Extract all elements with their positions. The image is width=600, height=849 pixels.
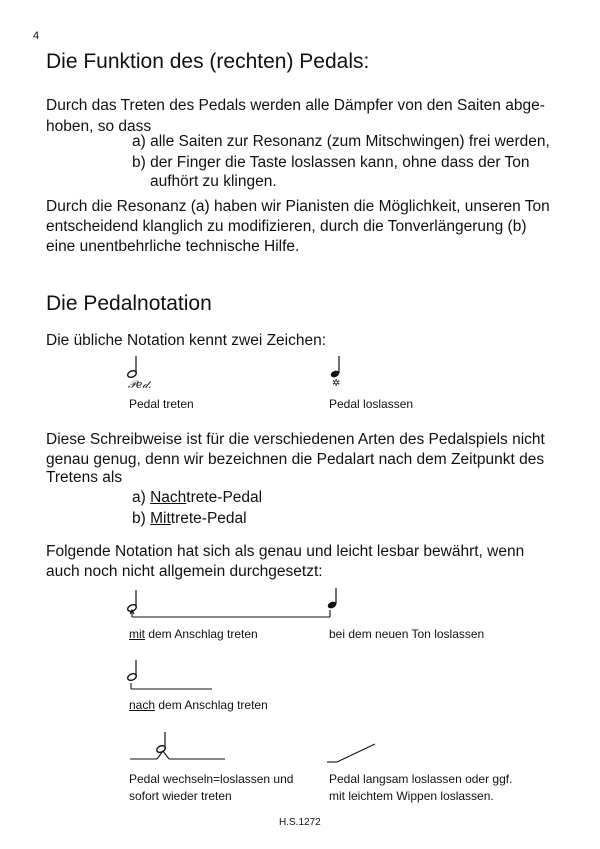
label-mit-anschlag: [129, 627, 258, 641]
list-item-b-line-2: aufhört zu klingen.: [150, 173, 277, 190]
footer-catalog-number: H.S.1272: [279, 817, 321, 828]
release-star-icon: ✲: [332, 378, 341, 389]
label-nach-rest: dem Anschlag treten: [155, 698, 268, 712]
label-mit-underlined: mit: [129, 627, 145, 641]
nach-pedal-diagram: [120, 660, 230, 696]
mit-pedal-diagram: [120, 588, 350, 628]
pedal-type-b-prefix: b): [132, 510, 151, 527]
label-pedal-loslassen: Pedal loslassen: [329, 397, 414, 411]
label-pedal-treten: Pedal treten: [129, 397, 194, 411]
label-wechseln-line-2: sofort wieder treten: [129, 789, 232, 803]
paragraph-2-line-3: eine unentbehrliche technische Hilfe.: [46, 238, 300, 255]
list-item-b-line-1: b) der Finger die Taste loslassen kann, ohne dass der Ton: [132, 154, 530, 171]
notation-intro: Die übliche Notation kennt zwei Zeichen:: [46, 332, 327, 349]
intro-line-2: hoben, so dass: [46, 118, 152, 135]
label-mit-rest: dem Anschlag treten: [145, 627, 258, 641]
label-langsam-line-1: Pedal langsam loslassen oder ggf.: [329, 772, 513, 786]
intro-line-1: Durch das Treten des Pedals werden alle Dämpfer von den Saiten abge-: [46, 97, 545, 114]
paragraph-3-line-3: Tretens als: [46, 469, 123, 486]
pedal-type-b: [132, 508, 247, 529]
slow-release-diagram: [325, 740, 385, 770]
paragraph-2-line-2: entscheidend klanglich zu modifizieren, durch die Tonverlängerung (b): [46, 218, 527, 235]
pedal-type-a-rest: trete-Pedal: [186, 489, 263, 506]
pedal-type-b-underlined: Mit: [150, 510, 171, 527]
list-item-a: a) alle Saiten zur Resonanz (zum Mitschwingen) frei werden,: [132, 133, 550, 150]
page-number: 4: [33, 30, 40, 42]
label-wechseln-line-1: Pedal wechseln=loslassen und: [129, 772, 294, 786]
pedal-type-a-underlined: Nach: [150, 489, 187, 506]
quarter-note-release-symbol: [323, 354, 363, 394]
pedal-type-a: [132, 487, 262, 508]
pedal-change-diagram: [125, 730, 235, 766]
pedal-type-b-rest: trete-Pedal: [170, 510, 247, 527]
label-langsam-line-2: mit leichtem Wippen loslassen.: [329, 789, 494, 803]
pedal-type-a-prefix: a): [132, 489, 151, 506]
label-nach-anschlag: [129, 698, 268, 712]
label-neuen-ton: bei dem neuen Ton loslassen: [329, 627, 485, 641]
ped-symbol: 𝒫𝑒𝒹.: [128, 378, 152, 391]
paragraph-2-line-1: Durch die Resonanz (a) haben wir Pianisten die Möglichkeit, unseren Ton: [46, 198, 550, 215]
paragraph-4-line-2: auch noch nicht allgemein durchgesetzt:: [46, 563, 323, 580]
section-heading-pedal-function: Die Funktion des (rechten) Pedals:: [46, 50, 370, 73]
paragraph-4-line-1: Folgende Notation hat sich als genau und leicht lesbar bewährt, wenn: [46, 543, 525, 560]
paragraph-3-line-2: genau genug, denn wir bezeichnen die Pedalart nach dem Zeitpunkt des: [46, 451, 545, 468]
section-heading-pedal-notation: Die Pedalnotation: [46, 292, 212, 315]
label-nach-underlined: nach: [129, 698, 156, 712]
paragraph-3-line-1: Diese Schreibweise ist für die verschiedenen Arten des Pedalspiels nicht: [46, 431, 545, 448]
